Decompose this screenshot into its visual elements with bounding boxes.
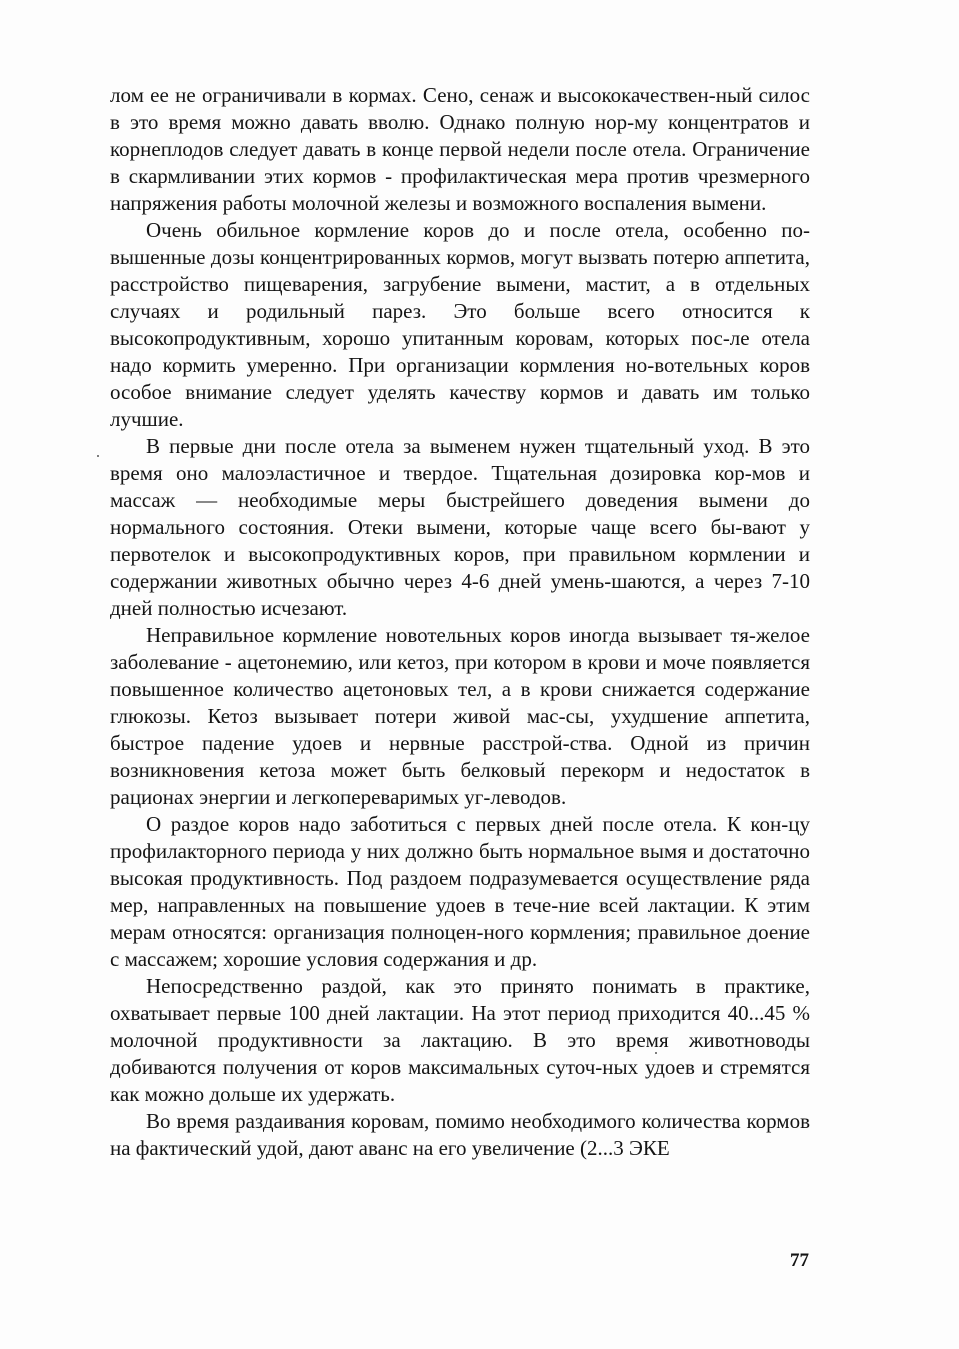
paragraph-1: лом ее не ограничивали в кормах. Сено, сенаж и высококачествен-ный силос в это время можно давать вволю. Однако полную нор-му концентратов и корнеплодов следует давать в конце первой недели после отела. Ограничение в скармливании этих кормов - профилактическая мера против чрезмерного напряжения работы молочной железы и возможного воспаления вымени. [110,83,810,215]
body-text [110,82,810,1162]
paragraph-7: Во время раздаивания коровам, помимо необходимого количества кормов на фактический удой, дают аванс на его увеличение (2...3 ЭКЕ [110,1109,810,1160]
paragraph-2: Очень обильное кормление коров до и после отела, особенно по-вышенные дозы концентрированных кормов, могут вызвать потерю аппетита, расстройство пищеварения, загрубение вымени, мастит, а в отдельных случаях и родильный парез. Это больше всего относится к высокопродуктивным, хорошо упитанным коровам, которых пос-ле отела надо кормить умеренно. При организации кормления но-вотельных коров особое внимание следует уделять качеству кормов и давать им только лучшие. [110,218,810,431]
scan-speck [655,1052,657,1054]
paragraph-6: Непосредственно раздой, как это принято понимать в практике, охватывает первые 100 дней лактации. На этот период приходится 40...45 % молочной продуктивности за лактацию. В это время животноводы добиваются получения от коров максимальных суточ-ных удоев и стремятся как можно дольше их удержать. [110,974,810,1106]
paragraph-3: В первые дни после отела за выменем нужен тщательный уход. В это время оно малоэластичное и твердое. Тщательная дозировка кор-мов и массаж — необходимые меры быстрейшего доведения вымени до нормального состояния. Отеки вымени, которые чаще всего бы-вают у первотелок и высокопродуктивных коров, при правильном кормлении и содержании животных обычно через 4-6 дней умень-шаются, а через 7-10 дней полностью исчезают. [110,434,810,620]
page-number: 77 [790,1250,809,1271]
scan-speck [97,455,99,457]
paragraph-4: Неправильное кормление новотельных коров иногда вызывает тя-желое заболевание - ацетонемию, или кетоз, при котором в крови и моче появляется повышенное количество ацетоновых тел, а в крови снижается содержание глюкозы. Кетоз вызывает потери живой мас-сы, ухудшение аппетита, быстрое падение удоев и нервные расстрой-ства. Одной из причин возникновения кетоза может быть белковый перекорм и недостаток в рационах энергии и легкопереваримых уг-леводов. [110,623,810,809]
paragraph-5: О раздое коров надо заботиться с первых дней после отела. К кон-цу профилакторного периода у них должно быть нормальное вымя и достаточно высокая продуктивность. Под раздоем подразумевается осуществление ряда мер, направленных на повышение удоев в тече-ние всей лактации. К этим мерам относятся: организация полноцен-ного кормления; правильное доение с массажем; хорошие условия содержания и др. [110,812,810,971]
